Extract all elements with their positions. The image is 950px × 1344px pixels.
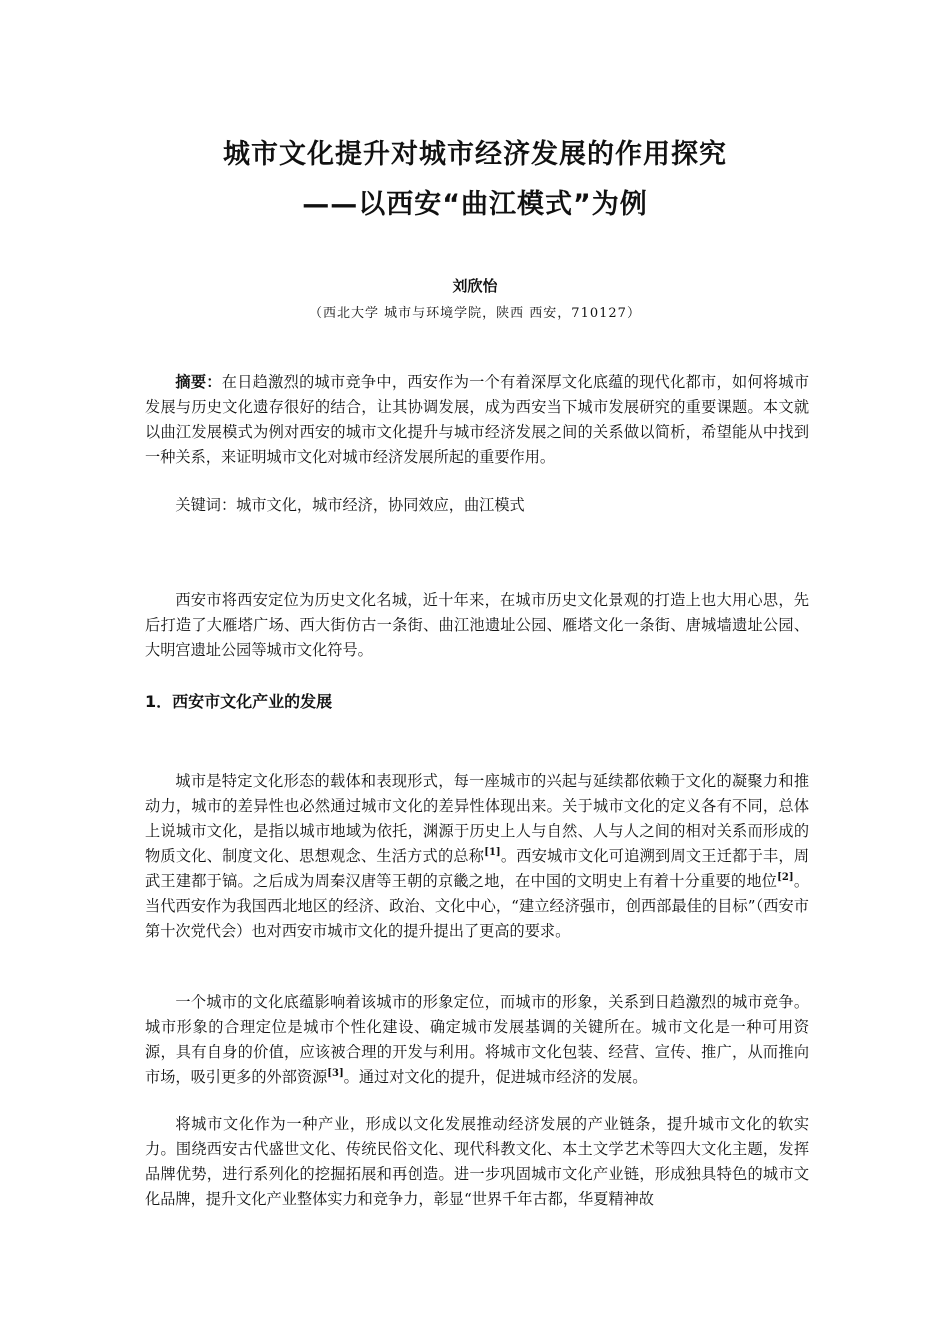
paragraph-text: 。当代西安作为我国西北地区的经济、政治、文化中心，“建立经济强市，创西部最佳的目标”（西安市第十次党代会）也对西安市城市文化的提升提出了更高的要求。 <box>145 872 810 940</box>
abstract-text: 在日趋激烈的城市竞争中，西安作为一个有着深厚文化底蕴的现代化都市，如何将城市发展与历史文化遗存很好的结合，让其协调发展，成为西安当下城市发展研究的重要课题。本文就以曲江发展模式为例对西安的城市文化提升与城市经济发展之间的关系做以简析，希望能从中找到一种关系，来证明城市文化对城市经济发展所起的重要作用。 <box>145 373 810 466</box>
paragraph-text: 。西安城市文化可追溯到周文王迁都于丰，周武王建都于镐。之后成为周秦汉唐等王朝的京畿之地，在中国的文明史上有着十分重要的地位 <box>145 847 810 890</box>
author-affiliation: （西北大学 城市与环境学院，陕西 西安，710127） <box>309 306 641 321</box>
body-paragraph-2 <box>145 990 809 1090</box>
abstract-label: 摘要： <box>175 373 222 391</box>
citation-ref: [3] <box>327 1068 344 1079</box>
body-paragraph-3: 将城市文化作为一种产业，形成以文化发展推动经济发展的产业链条，提升城市文化的软实力。围绕西安古代盛世文化、传统民俗文化、现代科教文化、本土文学艺术等四大文化主题，发挥品牌优势，进行系列化的挖掘拓展和再创造。进一步巩固城市文化产业链，形成独具特色的城市文化品牌，提升文化产业整体实力和竞争力，彰显“世界千年古都，华夏精神故 <box>145 1115 809 1208</box>
abstract <box>145 370 809 470</box>
paragraph-text: 一个城市的文化底蕴影响着该城市的形象定位，而城市的形象，关系到日趋激烈的城市竞争。城市形象的合理定位是城市个性化建设、确定城市发展基调的关键所在。城市文化是一种可用资源，具有自身的价值，应该被合理的开发与利用。将城市文化包装、经营、宣传、推广，从而推向市场，吸引更多的外部资源 <box>145 993 809 1086</box>
section-heading: 1．西安市文化产业的发展 <box>145 692 333 711</box>
paragraph-text: 城市是特定文化形态的载体和表现形式，每一座城市的兴起与延续都依赖于文化的凝聚力和推动力，城市的差异性也必然通过城市文化的差异性体现出来。关于城市文化的定义各有不同，总体上说城市文化，是指以城市地域为依托，渊源于历史上人与自然、人与人之间的相对关系而形成的物质文化、制度文化、思想观念、生活方式的总称 <box>145 772 809 865</box>
paper-title: 城市文化提升对城市经济发展的作用探究 <box>223 139 727 170</box>
citation-ref: [2] <box>777 872 794 883</box>
paragraph-text: 。通过对文化的提升，促进城市经济的发展。 <box>343 1068 648 1086</box>
paper-subtitle: ——以西安“曲江模式”为例 <box>302 189 648 220</box>
keywords: 关键词：城市文化，城市经济，协同效应，曲江模式 <box>175 496 525 514</box>
citation-ref: [1] <box>484 847 501 858</box>
intro-paragraph: 西安市将西安定位为历史文化名城，近十年来，在城市历史文化景观的打造上也大用心思，先后打造了大雁塔广场、西大街仿古一条街、曲江池遗址公园、雁塔文化一条街、唐城墙遗址公园、大明宫遗址公园等城市文化符号。 <box>145 591 809 659</box>
author-name: 刘欣怡 <box>452 277 498 295</box>
body-paragraph-1 <box>145 769 809 944</box>
